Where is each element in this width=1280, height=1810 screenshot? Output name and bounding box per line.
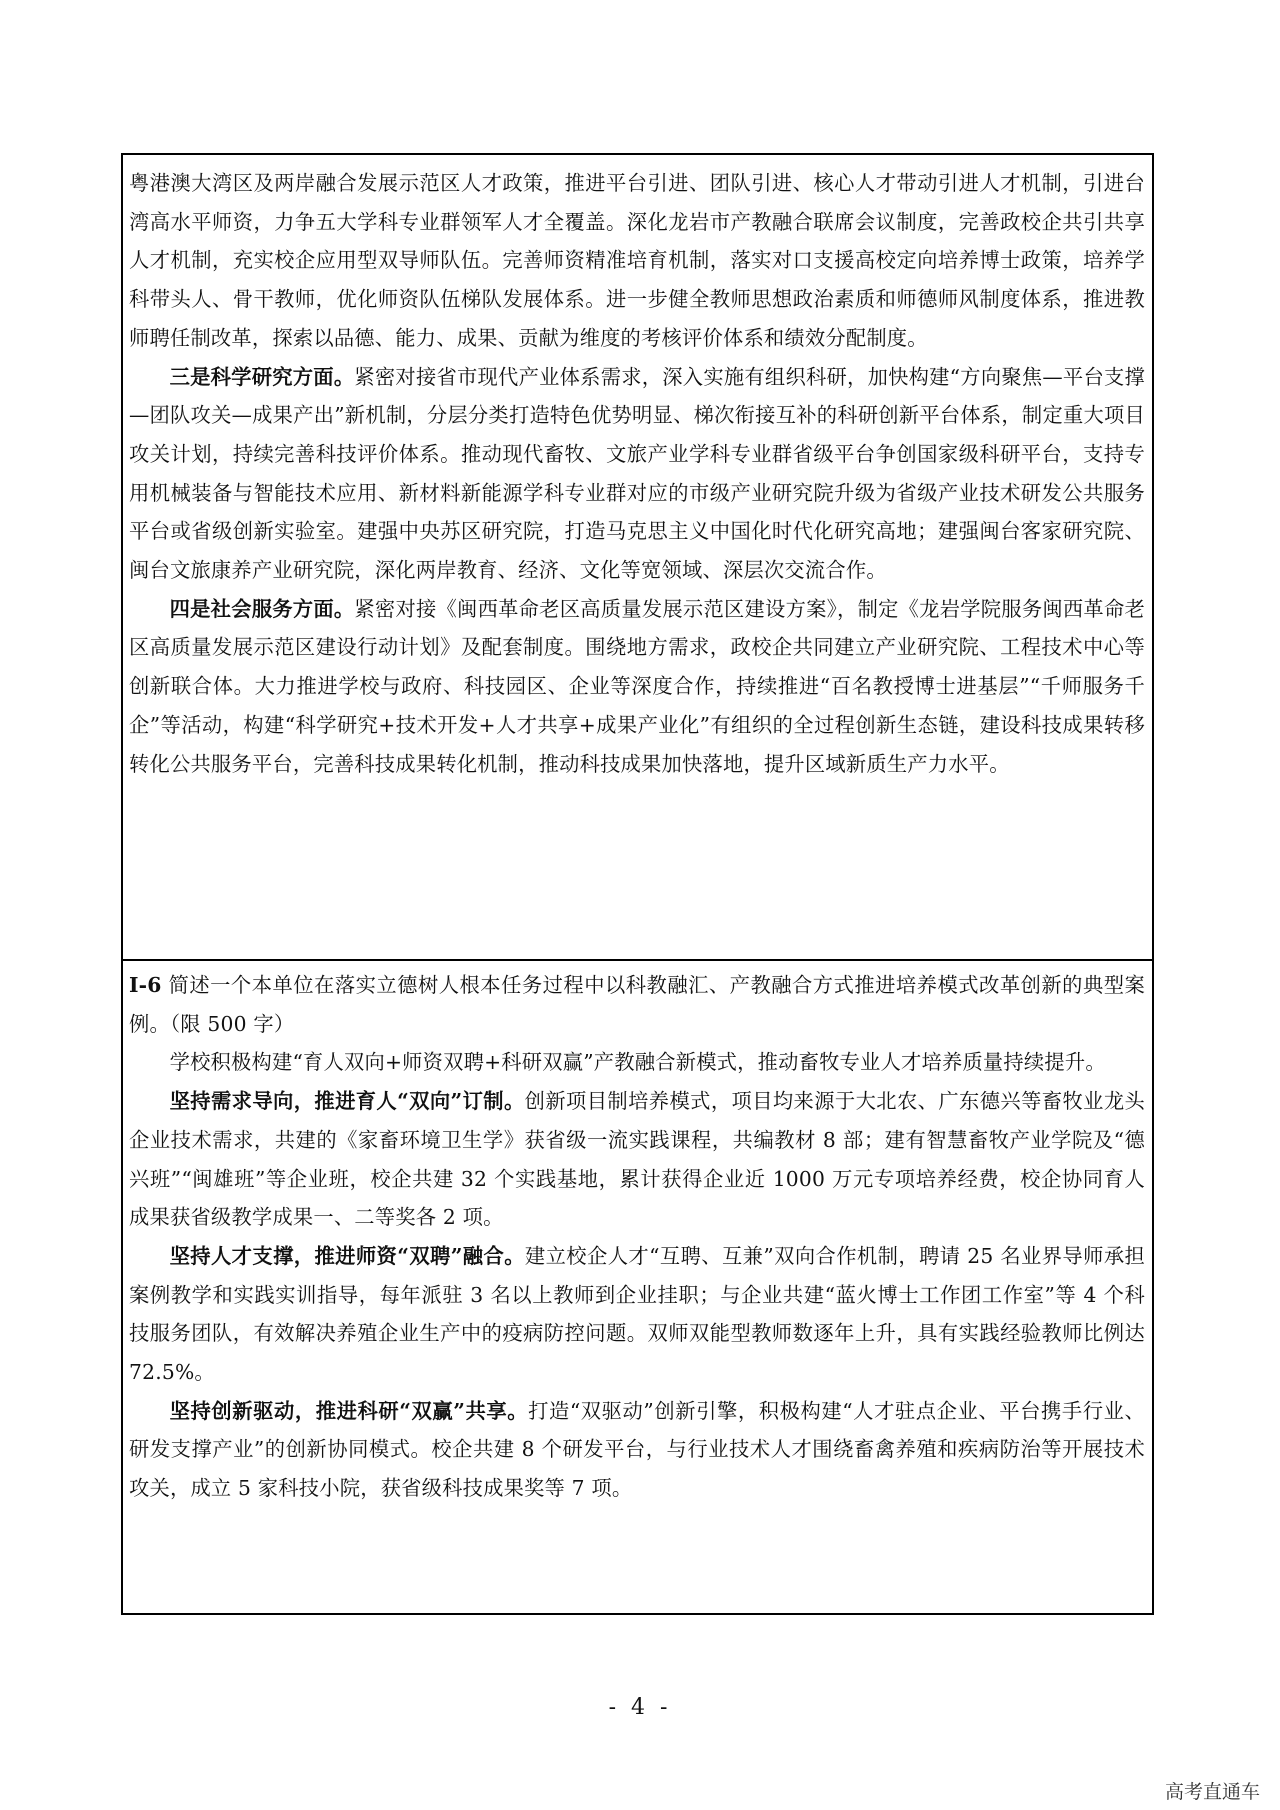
paragraph-talent-policy: 粤港澳大湾区及两岸融合发展示范区人才政策，推进平台引进、团队引进、核心人才带动引进人才机制，引进台湾高水平师资，力争五大学科专业群领军人才全覆盖。深化龙岩市产教融合联席会议制度，完善政校企共引共享人才机制，充实校企应用型双导师队伍。完善师资精准培育机制，落实对口支援高校定向培养博士政策，培养学科带头人、骨干教师，优化师资队伍梯队发展体系。进一步健全教师思想政治素质和师德师风制度体系，推进教师聘任制改革，探索以品德、能力、成果、贡献为维度的考核评价体系和绩效分配制度。 <box>129 171 1145 350</box>
table-cell-case <box>123 959 1152 1613</box>
paragraph-lead: 坚持人才支撑，推进师资“双聘”融合。 <box>169 1243 525 1268</box>
watermark: 高考直通车 <box>1164 1781 1260 1803</box>
paragraph-lead: 四是社会服务方面。 <box>169 596 355 621</box>
paragraph-body: 紧密对接《闽西革命老区高质量发展示范区建设方案》，制定《龙岩学院服务闽西革命老区高质量发展示范区建设行动计划》及配套制度。围绕地方需求，政校企共同建立产业研究院、工程技术中心等创新联合体。大力推进学校与政府、科技园区、企业等深度合作，持续推进“百名教授博士进基层”“千师服务千企”等活动，构建“科学研究+技术开发+人才共享+成果产业化”有组织的全过程创新生态链，建设科技成果转移转化公共服务平台，完善科技成果转化机制，推动科技成果加快落地，提升区域新质生产力水平。 <box>129 596 1145 776</box>
question-text: 简述一个本单位在落实立德树人根本任务过程中以科教融汇、产教融合方式推进培养模式改革创新的典型案例。（限 500 字） <box>129 973 1145 1036</box>
paragraph-innovation <box>129 1392 1145 1508</box>
paragraph-lead: 坚持需求导向，推进育人“双向”订制。 <box>169 1089 525 1114</box>
question-id: I-6 <box>129 973 162 997</box>
paragraph-demand <box>129 1082 1145 1237</box>
paragraph-body: 建立校企人才“互聘、互兼”双向合作机制，聘请 25 名业界导师承担案例教学和实践实训指导，每年派驻 3 名以上教师到企业挂职；与企业共建“蓝火博士工作团工作室”等 4 个科技服务团队，有效解决养殖企业生产中的疫病防控问题。双师双能型教师数逐年上升，具有实践经验教师比例达 72.5%。 <box>129 1243 1145 1385</box>
paragraph-research <box>129 358 1145 590</box>
paragraph-body: 紧密对接省市现代产业体系需求，深入实施有组织科研，加快构建“方向聚焦—平台支撑—团队攻关—成果产出”新机制，分层分类打造特色优势明显、梯次衔接互补的科研创新平台体系，制定重大项目攻关计划，持续完善科技评价体系。推动现代畜牧、文旅产业学科专业群省级平台争创国家级科研平台，支持专用机械装备与智能技术应用、新材料新能源学科专业群对应的市级产业研究院升级为省级产业技术研发公共服务平台或省级创新实验室。建强中央苏区研究院，打造马克思主义中国化时代化研究高地；建强闽台客家研究院、闽台文旅康养产业研究院，深化两岸教育、经济、文化等宽领域、深层次交流合作。 <box>129 364 1145 583</box>
cell-content <box>123 155 1152 783</box>
page-number: - 4 - <box>608 1695 672 1720</box>
cell-content <box>123 959 1152 1508</box>
paragraph-body: 打造“双驱动”创新引擎，积极构建“人才驻点企业、平台携手行业、研发支撑产业”的创新协同模式。校企共建 8 个研发平台，与行业技术人才围绕畜禽养殖和疾病防治等开展技术攻关，成立 5 家科技小院，获省级科技成果奖等 7 项。 <box>129 1398 1145 1501</box>
paragraph-talent <box>129 1237 1145 1392</box>
paragraph-social-service <box>129 590 1145 784</box>
paragraph-intro: 学校积极构建“育人双向+师资双聘+科研双赢”产教融合新模式，推动畜牧专业人才培养质量持续提升。 <box>169 1050 1106 1075</box>
paragraph-lead: 三是科学研究方面。 <box>169 364 355 389</box>
table-cell-plan <box>123 155 1152 961</box>
paragraph-body: 创新项目制培养模式，项目均来源于大北农、广东德兴等畜牧业龙头企业技术需求，共建的《家畜环境卫生学》获省级一流实践课程，共编教材 8 部；建有智慧畜牧产业学院及“德兴班”“闽雄班”等企业班，校企共建 32 个实践基地，累计获得企业近 1000 万元专项培养经费，校企协同育人成果获省级教学成果一、二等奖各 2 项。 <box>129 1089 1145 1230</box>
question-heading <box>129 966 1145 1043</box>
paragraph-lead: 坚持创新驱动，推进科研“双赢”共享。 <box>169 1398 529 1423</box>
document-table <box>121 153 1154 1615</box>
